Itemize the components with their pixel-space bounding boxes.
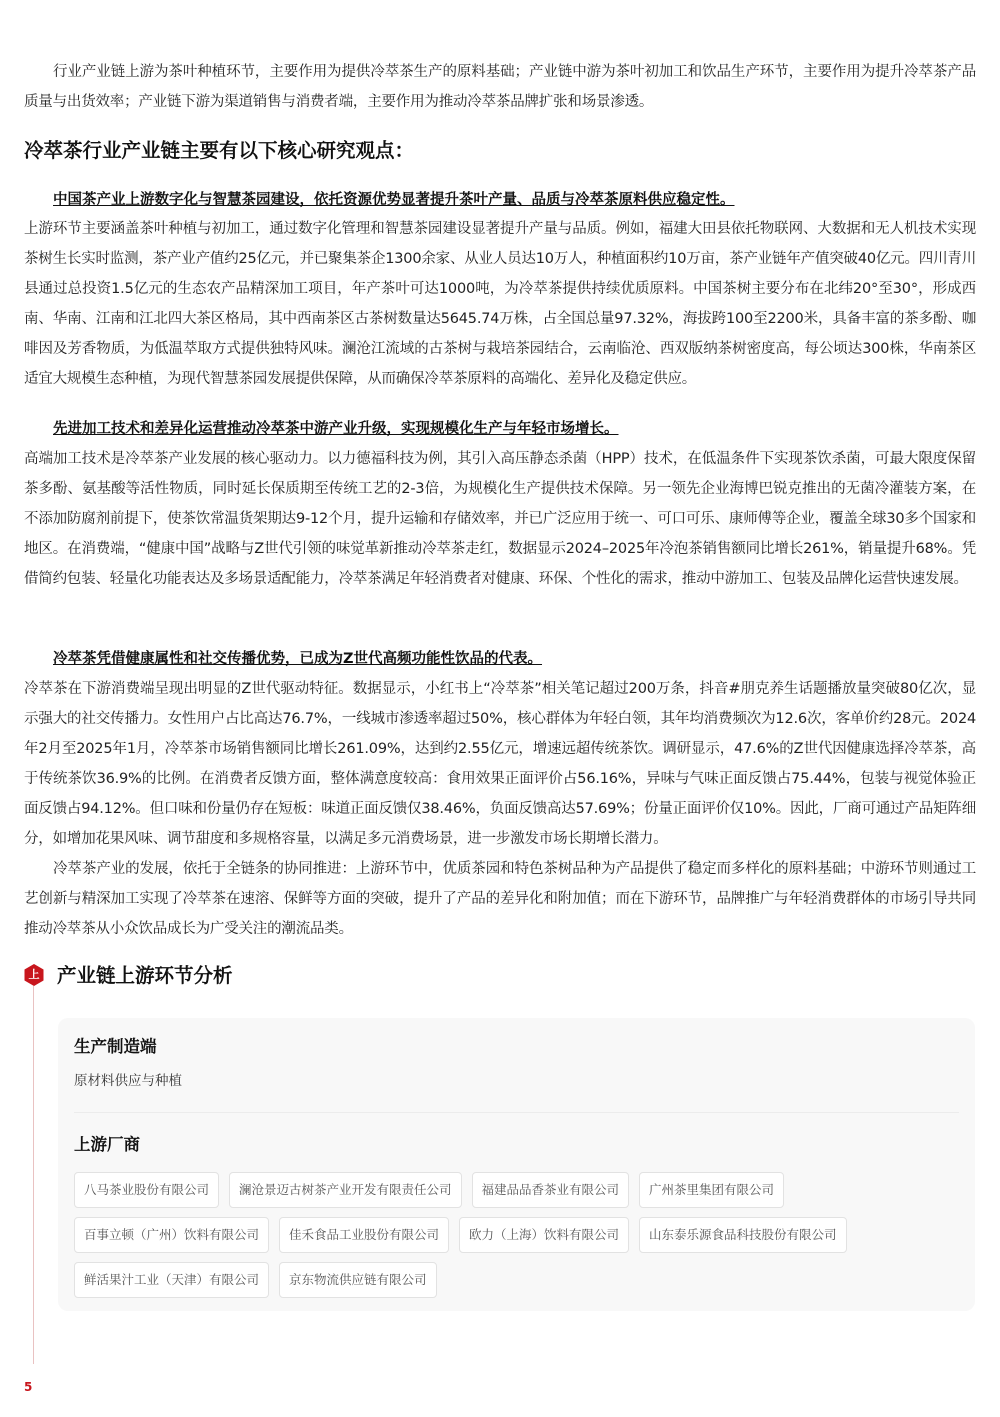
vendor-tag: 福建品品香茶业有限公司 [472, 1172, 630, 1208]
vendors-block-title: 上游厂商 [74, 1135, 140, 1154]
point-heading-1-text: 中国茶产业上游数字化与智慧茶园建设，依托资源优势显著提升茶叶产量、品质与冷萃茶原料供应稳定性。 [53, 192, 735, 208]
vendor-tag: 百事立顿（广州）饮料有限公司 [74, 1217, 269, 1253]
vendor-tag: 广州茶里集团有限公司 [639, 1172, 784, 1208]
production-block-subtitle: 原材料供应与种植 [74, 1073, 182, 1089]
point-body-1: 上游环节主要涵盖茶叶种植与初加工，通过数字化管理和智慧茶园建设显著提升产量与品质。例如，福建大田县依托物联网、大数据和无人机技术实现茶树生长实时监测，茶产业产值约25亿元，并已聚集茶企1300余家、从业人员达10万人，种植面积约10万亩，茶产业链年产值突破40亿元。四川青川县通过总投资1.5亿元的生态农产品精深加工项目，年产茶叶可达1000吨，为冷萃茶提供持续优质原料。中国茶树主要分布在北纬20°至30°，形成西南、华南、江南和江北四大茶区格局，其中西南茶区古茶树数量达5645.74万株，占全国总量97.32%，海拔跨100至2200米，具备丰富的茶多酚、咖啡因及芳香物质，为低温萃取方式提供独特风味。澜沧江流域的古茶树与栽培茶园结合，云南临沧、西双版纳茶树密度高，每公顷达300株，华南茶区适宜大规模生态种植，为现代智慧茶园发展提供保障，从而确保冷萃茶原料的高端化、差异化及稳定供应。 [24, 221, 976, 387]
timeline-line [33, 986, 34, 1364]
vendor-tag: 鲜活果汁工业（天津）有限公司 [74, 1262, 269, 1298]
upstream-marker-icon [23, 964, 45, 986]
point-heading-2-text: 先进加工技术和差异化运营推动冷萃茶中游产业升级，实现规模化生产与年轻市场增长。 [53, 421, 619, 437]
page-number: 5 [24, 1380, 33, 1394]
point-heading-2 [24, 414, 976, 444]
upstream-marker-label: 上 [28, 968, 40, 981]
point-body-3: 冷萃茶在下游消费端呈现出明显的Z世代驱动特征。数据显示，小红书上“冷萃茶”相关笔记超过200万条，抖音#朋克养生话题播放量突破80亿次，显示强大的社交传播力。女性用户占比高达76.7%，一线城市渗透率超过50%，核心群体为年轻白领，其年均消费频次为12.6次，客单价约28元。2024年2月至2025年1月，冷萃茶市场销售额同比增长261.09%，达到约2.55亿元，增速远超传统茶饮。调研显示，47.6%的Z世代因健康选择冷萃茶，高于传统茶饮36.9%的比例。在消费者反馈方面，整体满意度较高：食用效果正面评价占56.16%，异味与气味正面反馈占75.44%，包装与视觉体验正面反馈占94.12%。但口味和份量仍存在短板：味道正面反馈仅38.46%，负面反馈高达57.69%；份量正面评价仅10%。因此，厂商可通过产品矩阵细分，如增加花果风味、调节甜度和多规格容量，以满足多元消费场景，进一步激发市场长期增长潜力。 [24, 681, 976, 847]
summary-paragraph: 冷萃茶产业的发展，依托于全链条的协同推进：上游环节中，优质茶园和特色茶树品种为产品提供了稳定而多样化的原料基础；中游环节则通过工艺创新与精深加工实现了冷萃茶在速溶、保鲜等方面的突破，提升了产品的差异化和附加值；而在下游环节，品牌推广与年轻消费群体的市场引导共同推动冷萃茶从小众饮品成长为广受关注的潮流品类。 [24, 861, 976, 937]
point-heading-3-text: 冷萃茶凭借健康属性和社交传播优势，已成为Z世代高频功能性饮品的代表。 [53, 651, 543, 667]
point-body-2: 高端加工技术是冷萃茶产业发展的核心驱动力。以力德福科技为例，其引入高压静态杀菌（HPP）技术，在低温条件下实现茶饮杀菌，可最大限度保留茶多酚、氨基酸等活性物质，同时延长保质期至传统工艺的2-3倍，为规模化生产提供技术保障。另一领先企业海博巴锐克推出的无菌冷灌装方案，在不添加防腐剂前提下，使茶饮常温货架期达9-12个月，提升运输和存储效率，并已广泛应用于统一、可口可乐、康师傅等企业，覆盖全球30多个国家和地区。在消费端，“健康中国”战略与Z世代引领的味觉革新推动冷萃茶走红，数据显示2024–2025年冷泡茶销售额同比增长261%，销量提升68%。凭借简约包装、轻量化功能表达及多场景适配能力，冷萃茶满足年轻消费者对健康、环保、个性化的需求，推动中游加工、包装及品牌化运营快速发展。 [24, 451, 976, 587]
vendor-tag: 佳禾食品工业股份有限公司 [279, 1217, 449, 1253]
point-heading-3 [24, 644, 976, 674]
card-divider [74, 1112, 959, 1113]
vendor-tag: 京东物流供应链有限公司 [279, 1262, 437, 1298]
vendor-tag: 山东泰乐源食品科技股份有限公司 [639, 1217, 847, 1253]
upstream-title: 产业链上游环节分析 [57, 964, 233, 987]
intro-paragraph: 行业产业链上游为茶叶种植环节，主要作用为提供冷萃茶生产的原料基础；产业链中游为茶叶初加工和饮品生产环节，主要作用为提升冷萃茶产品质量与出货效率；产业链下游为渠道销售与消费者端，主要作用为推动冷萃茶品牌扩张和场景渗透。 [24, 64, 976, 110]
point-heading-1 [24, 185, 976, 215]
vendor-tag: 八马茶业股份有限公司 [74, 1172, 219, 1208]
vendor-tag: 欧力（上海）饮料有限公司 [459, 1217, 629, 1253]
vendor-tag-list [74, 1172, 954, 1298]
upstream-card [58, 1018, 975, 1311]
production-block-title: 生产制造端 [74, 1037, 157, 1056]
vendor-tag: 澜沧景迈古树茶产业开发有限责任公司 [229, 1172, 462, 1208]
section-heading: 冷萃茶行业产业链主要有以下核心研究观点： [24, 139, 415, 162]
